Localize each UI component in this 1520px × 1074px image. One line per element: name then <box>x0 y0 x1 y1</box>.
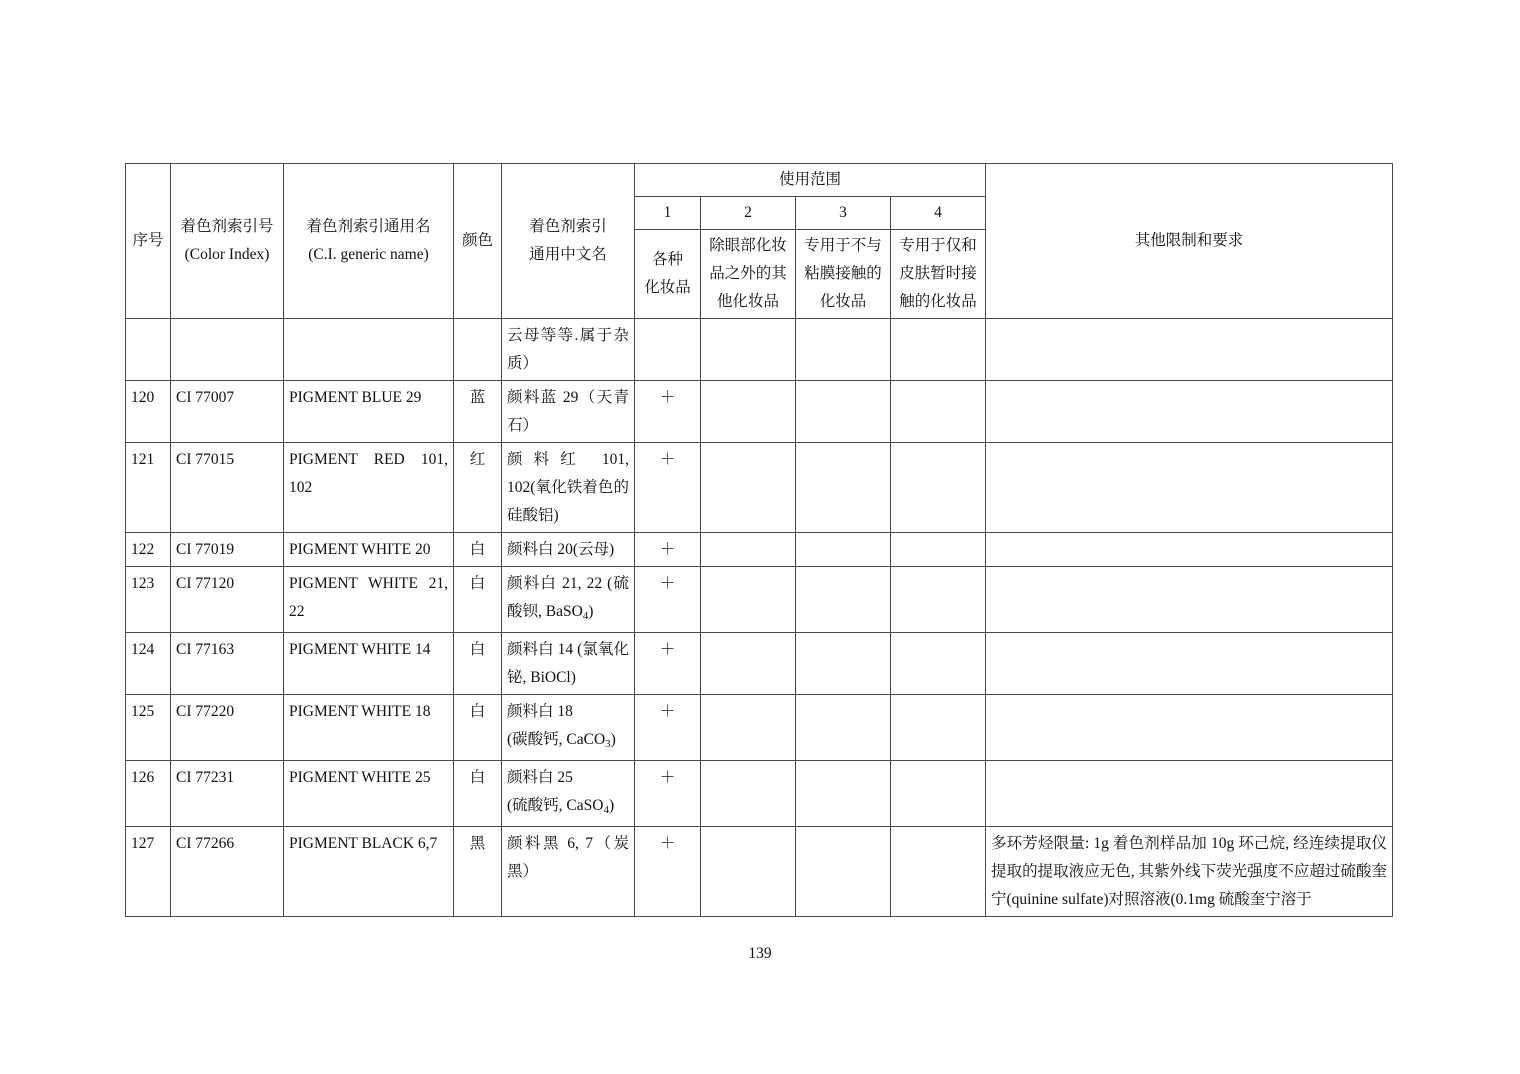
table-row <box>126 381 1393 443</box>
scope-label-2: 除眼部化妆 品之外的其 他化妆品 <box>701 230 796 319</box>
header-row-1 <box>126 164 1393 197</box>
cell-seq: 121 <box>126 443 171 533</box>
cell-scope-2 <box>701 533 796 567</box>
cell-scope-3 <box>796 443 891 533</box>
cell-ci: CI 77163 <box>171 633 284 695</box>
cell-scope-1: ＋ <box>635 567 701 633</box>
cell-color: 白 <box>454 533 502 567</box>
table-row <box>126 695 1393 761</box>
header-color-index: 着色剂索引号 (Color Index) <box>171 164 284 319</box>
cell-other <box>986 381 1393 443</box>
cell-other <box>986 443 1393 533</box>
cell-scope-1: ＋ <box>635 443 701 533</box>
cell-other: 多环芳烃限量: 1g 着色剂样品加 10g 环己烷, 经连续提取仪提取的提取液应无色, 其紫外线下荧光强度不应超过硫酸奎宁(quinine sulfate)对照溶液(0.1mg 硫酸奎宁溶于 <box>986 827 1393 917</box>
cell-other <box>986 319 1393 381</box>
cell-other <box>986 633 1393 695</box>
cell-scope-2 <box>701 567 796 633</box>
cell-scope-4 <box>891 533 986 567</box>
header-chinese-name: 着色剂索引 通用中文名 <box>502 164 635 319</box>
colorant-table <box>125 163 1393 917</box>
scope-label-1: 各种 化妆品 <box>635 230 701 319</box>
cell-name: PIGMENT BLUE 29 <box>284 381 454 443</box>
cell-color: 白 <box>454 695 502 761</box>
cell-other <box>986 695 1393 761</box>
cell-scope-2 <box>701 695 796 761</box>
scope-number-4: 4 <box>891 197 986 230</box>
cell-seq: 125 <box>126 695 171 761</box>
cell-name: PIGMENT WHITE 25 <box>284 761 454 827</box>
cell-scope-1: ＋ <box>635 633 701 695</box>
cell-seq: 126 <box>126 761 171 827</box>
cell-seq: 124 <box>126 633 171 695</box>
cell-scope-1: ＋ <box>635 827 701 917</box>
scope-label-4: 专用于仅和 皮肤暂时接 触的化妆品 <box>891 230 986 319</box>
scope-number-3: 3 <box>796 197 891 230</box>
cell-scope-1: ＋ <box>635 761 701 827</box>
cell-chinese-name: 颜料红 101, 102(氧化铁着色的硅酸铝) <box>502 443 635 533</box>
header-other-requirements: 其他限制和要求 <box>986 164 1393 319</box>
cell-scope-2 <box>701 633 796 695</box>
cell-ci <box>171 319 284 381</box>
cell-seq: 123 <box>126 567 171 633</box>
cell-scope-2 <box>701 761 796 827</box>
cell-name: PIGMENT RED 101, 102 <box>284 443 454 533</box>
cell-color: 蓝 <box>454 381 502 443</box>
cell-scope-3 <box>796 533 891 567</box>
table-row <box>126 319 1393 381</box>
scope-label-3: 专用于不与 粘膜接触的 化妆品 <box>796 230 891 319</box>
cell-seq: 120 <box>126 381 171 443</box>
cell-scope-2 <box>701 319 796 381</box>
cell-name: PIGMENT WHITE 20 <box>284 533 454 567</box>
cell-scope-3 <box>796 567 891 633</box>
cell-scope-3 <box>796 319 891 381</box>
cell-other <box>986 533 1393 567</box>
cell-seq <box>126 319 171 381</box>
cell-scope-3 <box>796 695 891 761</box>
cell-ci: CI 77266 <box>171 827 284 917</box>
cell-scope-1 <box>635 319 701 381</box>
scope-number-1: 1 <box>635 197 701 230</box>
cell-color <box>454 319 502 381</box>
cell-scope-4 <box>891 761 986 827</box>
cell-scope-4 <box>891 443 986 533</box>
page-number: 139 <box>748 945 772 962</box>
cell-name: PIGMENT WHITE 21, 22 <box>284 567 454 633</box>
cell-name <box>284 319 454 381</box>
cell-chinese-name: 云母等等.属于杂质） <box>502 319 635 381</box>
table-row <box>126 827 1393 917</box>
cell-scope-4 <box>891 319 986 381</box>
cell-chinese-name: 颜料黑 6, 7（炭黑） <box>502 827 635 917</box>
cell-ci: CI 77120 <box>171 567 284 633</box>
cell-scope-4 <box>891 381 986 443</box>
table-row <box>126 761 1393 827</box>
cell-name: PIGMENT WHITE 14 <box>284 633 454 695</box>
cell-ci: CI 77019 <box>171 533 284 567</box>
table-row <box>126 633 1393 695</box>
cell-scope-1: ＋ <box>635 695 701 761</box>
cell-color: 白 <box>454 761 502 827</box>
header-scope: 使用范围 <box>635 164 986 197</box>
cell-scope-2 <box>701 381 796 443</box>
cell-scope-4 <box>891 633 986 695</box>
cell-ci: CI 77007 <box>171 381 284 443</box>
cell-ci: CI 77015 <box>171 443 284 533</box>
cell-scope-4 <box>891 827 986 917</box>
cell-chinese-name: 颜料白 18 (碳酸钙, CaCO$_3$) <box>502 695 635 761</box>
cell-chinese-name: 颜料白 20(云母) <box>502 533 635 567</box>
cell-color: 黑 <box>454 827 502 917</box>
cell-chinese-name: 颜料白 25 (硫酸钙, CaSO$_4$) <box>502 761 635 827</box>
cell-scope-2 <box>701 443 796 533</box>
cell-chinese-name: 颜料白 14 (氯氧化铋, BiOCl) <box>502 633 635 695</box>
cell-scope-3 <box>796 761 891 827</box>
cell-color: 白 <box>454 633 502 695</box>
cell-scope-3 <box>796 827 891 917</box>
cell-scope-3 <box>796 381 891 443</box>
cell-chinese-name: 颜料蓝 29（天青石） <box>502 381 635 443</box>
cell-scope-1: ＋ <box>635 533 701 567</box>
table-row <box>126 443 1393 533</box>
cell-scope-2 <box>701 827 796 917</box>
cell-seq: 127 <box>126 827 171 917</box>
cell-other <box>986 567 1393 633</box>
cell-seq: 122 <box>126 533 171 567</box>
cell-scope-1: ＋ <box>635 381 701 443</box>
table-row <box>126 533 1393 567</box>
cell-color: 白 <box>454 567 502 633</box>
scope-number-2: 2 <box>701 197 796 230</box>
cell-name: PIGMENT WHITE 18 <box>284 695 454 761</box>
header-seq: 序号 <box>126 164 171 319</box>
cell-ci: CI 77231 <box>171 761 284 827</box>
cell-scope-4 <box>891 695 986 761</box>
table-row <box>126 567 1393 633</box>
cell-ci: CI 77220 <box>171 695 284 761</box>
header-generic-name: 着色剂索引通用名 (C.I. generic name) <box>284 164 454 319</box>
cell-chinese-name: 颜料白 21, 22 (硫酸钡, BaSO$_4$) <box>502 567 635 633</box>
header-color: 颜色 <box>454 164 502 319</box>
cell-color: 红 <box>454 443 502 533</box>
cell-scope-4 <box>891 567 986 633</box>
cell-name: PIGMENT BLACK 6,7 <box>284 827 454 917</box>
cell-other <box>986 761 1393 827</box>
cell-scope-3 <box>796 633 891 695</box>
